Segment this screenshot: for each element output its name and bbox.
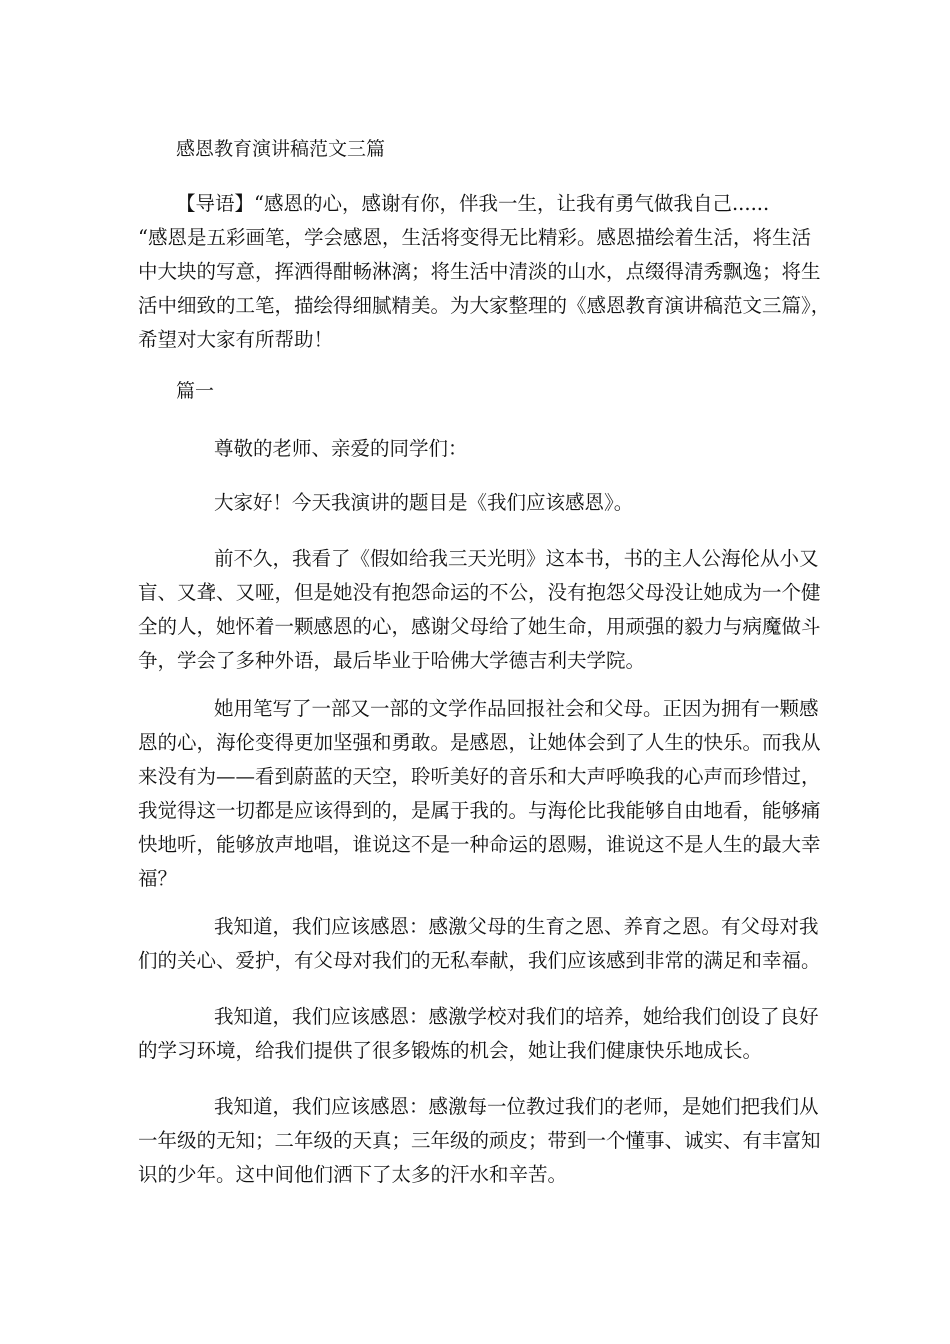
paragraph-line: 福？: [138, 867, 178, 890]
paragraph-line: 我知道，我们应该感恩：感激学校对我们的培养，她给我们创设了良好: [214, 1005, 819, 1028]
body-paragraph: [138, 1090, 821, 1192]
body-paragraph: [138, 692, 821, 896]
intro-line: 【导语】“感恩的心，感谢有你，伴我一生，让我有勇气做我自己......: [176, 192, 770, 215]
paragraph-line: 们的关心、爱护，有父母对我们的无私奉献，我们应该感到非常的满足和幸福。: [138, 949, 821, 972]
paragraph-line: 我觉得这一切都是应该得到的，是属于我的。与海伦比我能够自由地看，能够痛: [138, 799, 821, 822]
paragraph-line: 快地听，能够放声地唱，谁说这不是一种命运的恩赐，谁说这不是人生的最大幸: [138, 833, 821, 856]
intro-line: “感恩是五彩画笔，学会感恩，生活将变得无比精彩。感恩描绘着生活，将生活: [138, 226, 811, 249]
paragraph-line: 我知道，我们应该感恩：感激父母的生育之恩、养育之恩。有父母对我: [214, 915, 819, 938]
paragraph-line: 一年级的无知；二年级的天真；三年级的顽皮；带到一个懂事、诚实、有丰富知: [138, 1129, 821, 1152]
paragraph-line: 恩的心，海伦变得更加坚强和勇敢。是感恩，让她体会到了人生的快乐。而我从: [138, 731, 821, 754]
paragraph-line: 争，学会了多种外语，最后毕业于哈佛大学德吉利夫学院。: [138, 649, 646, 672]
intro-line: 活中细致的工笔，描绘得细腻精美。为大家整理的《感恩教育演讲稿范文三篇》，: [138, 294, 831, 317]
paragraph-line: 来没有为——看到蔚蓝的天空，聆听美好的音乐和大声呼唤我的心声而珍惜过，: [138, 765, 821, 788]
paragraph-line: 我知道，我们应该感恩：感激每一位教过我们的老师，是她们把我们从: [214, 1095, 819, 1118]
paragraph-line: 全的人，她怀着一颗感恩的心，感谢父母给了她生命，用顽强的毅力与病魔做斗: [138, 615, 821, 638]
paragraph-line: 大家好！今天我演讲的题目是《我们应该感恩》。: [214, 491, 634, 514]
intro-line: 中大块的写意，挥洒得酣畅淋漓；将生活中清淡的山水，点缀得清秀飘逸；将生: [138, 260, 821, 283]
paragraph-line: 识的少年。这中间他们洒下了太多的汗水和辛苦。: [138, 1163, 568, 1186]
paragraph-line: 盲、又聋、又哑，但是她没有抱怨命运的不公，没有抱怨父母没让她成为一个健: [138, 581, 821, 604]
paragraph-line: 的学习环境，给我们提供了很多锻炼的机会，她让我们健康快乐地成长。: [138, 1039, 763, 1062]
salutation-paragraph: [138, 432, 818, 466]
body-paragraph: [138, 542, 821, 678]
section-heading: 篇一: [176, 380, 215, 402]
body-paragraph: [138, 1000, 818, 1068]
intro-paragraph: [138, 187, 831, 357]
document-title: 感恩教育演讲稿范文三篇: [176, 138, 386, 160]
paragraph-line: 前不久，我看了《假如给我三天光明》这本书，书的主人公海伦从小又: [214, 547, 819, 570]
paragraph-line: 她用笔写了一部又一部的文学作品回报社会和父母。正因为拥有一颗感: [214, 697, 819, 720]
paragraph-line: 尊敬的老师、亲爱的同学们：: [214, 437, 468, 460]
body-paragraph: [138, 910, 821, 978]
intro-line: 希望对大家有所帮助！: [138, 328, 334, 351]
greeting-paragraph: [138, 486, 818, 520]
